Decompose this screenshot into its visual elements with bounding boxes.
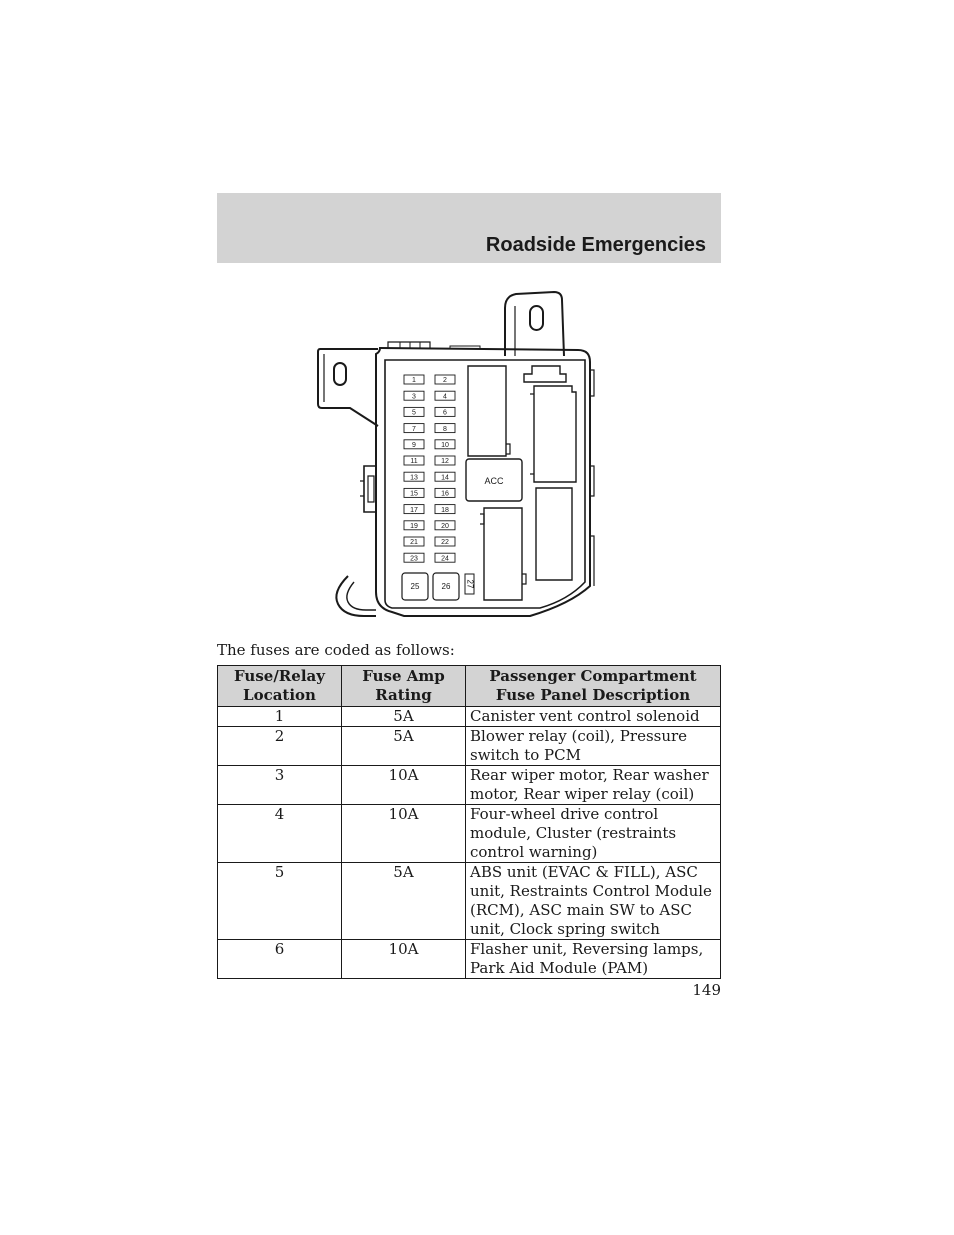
fuse-slot-12 xyxy=(435,456,455,465)
header-band xyxy=(217,193,721,263)
table-row xyxy=(218,707,721,727)
fuse-slot-label: 24 xyxy=(441,555,449,563)
cell-description: Blower relay (coil), Pressure switch to PCM xyxy=(466,727,721,766)
cell-location: 1 xyxy=(218,707,342,727)
large-fuse-26 xyxy=(433,573,459,600)
fuse-panel-diagram xyxy=(310,286,610,626)
fuse-slot-10 xyxy=(435,440,455,449)
header-location: Fuse/Relay Location xyxy=(218,666,342,707)
fuse-slot-11 xyxy=(404,456,424,465)
fuse-slot-14 xyxy=(435,472,455,481)
fuse-slot-17 xyxy=(404,505,424,514)
fuse-slot-label: 6 xyxy=(443,409,447,417)
cell-amp: 5A xyxy=(342,863,466,940)
fuse-slot-4 xyxy=(435,391,455,400)
fuse-slot-6 xyxy=(435,407,455,416)
cell-amp: 5A xyxy=(342,727,466,766)
fuse-slot-label: 12 xyxy=(441,458,449,466)
fuse-slot-label: 3 xyxy=(412,393,416,401)
fuse-27-label: 27 xyxy=(465,579,475,589)
fuse-slot-2 xyxy=(435,375,455,384)
fuse-slot-label: 20 xyxy=(441,523,449,530)
large-fuse-label: 25 xyxy=(410,582,420,591)
fuse-slot-label: 21 xyxy=(410,539,418,547)
fuse-slot-16 xyxy=(435,488,455,497)
fuse-slot-5 xyxy=(404,407,424,416)
fuse-slot-label: 22 xyxy=(441,539,449,547)
cell-amp: 10A xyxy=(342,766,466,805)
fuse-slot-label: 4 xyxy=(443,393,447,401)
fuse-slot-9 xyxy=(404,440,424,449)
fuse-slot-13 xyxy=(404,472,424,481)
cell-amp: 10A xyxy=(342,940,466,979)
page-number: 149 xyxy=(692,981,721,999)
fuse-slot-label: 1 xyxy=(412,377,416,385)
fuse-slot-20 xyxy=(435,521,455,530)
cell-description: Rear wiper motor, Rear washer motor, Rear wiper relay (coil) xyxy=(466,766,721,805)
large-fuse-25 xyxy=(402,573,428,600)
fuse-slot-label: 13 xyxy=(410,474,418,482)
fuse-table xyxy=(217,665,721,979)
fuse-slot-23 xyxy=(404,553,424,562)
cell-description: Four-wheel drive control module, Cluster (restraints control warning) xyxy=(466,805,721,863)
fuse-slot-label: 9 xyxy=(412,442,416,449)
fuse-slot-1 xyxy=(404,375,424,384)
cell-location: 3 xyxy=(218,766,342,805)
relay-acc-label: ACC xyxy=(484,476,504,486)
fuse-27 xyxy=(465,574,474,594)
fuse-slot-label: 19 xyxy=(410,523,418,530)
fuse-slot-3 xyxy=(404,391,424,400)
fuse-slot-21 xyxy=(404,537,424,546)
intro-text: The fuses are coded as follows: xyxy=(217,641,455,659)
fuse-slot-label: 17 xyxy=(410,506,418,514)
large-fuse-label: 26 xyxy=(441,582,451,591)
cell-location: 6 xyxy=(218,940,342,979)
fuse-slot-8 xyxy=(435,424,455,433)
cell-description: Flasher unit, Reversing lamps, Park Aid Module (PAM) xyxy=(466,940,721,979)
fuse-slot-label: 15 xyxy=(410,490,418,498)
table-row xyxy=(218,940,721,979)
table-row xyxy=(218,766,721,805)
table-row xyxy=(218,863,721,940)
fuse-slot-label: 5 xyxy=(412,409,416,417)
fuse-slot-label: 14 xyxy=(441,474,449,482)
fuse-slot-15 xyxy=(404,488,424,497)
fuse-slot-label: 2 xyxy=(443,377,447,385)
table-row xyxy=(218,805,721,863)
fuse-grid xyxy=(404,375,455,562)
fuse-slot-24 xyxy=(435,553,455,562)
cell-location: 4 xyxy=(218,805,342,863)
fuse-slot-label: 18 xyxy=(441,506,449,514)
fuse-slot-label: 16 xyxy=(441,490,449,498)
cell-description: ABS unit (EVAC & FILL), ASC unit, Restraints Control Module (RCM), ASC main SW to ASC unit, Clock spring switch xyxy=(466,863,721,940)
header-amp-rating: Fuse Amp Rating xyxy=(342,666,466,707)
fuse-slot-label: 10 xyxy=(441,442,449,449)
fuse-slot-19 xyxy=(404,521,424,530)
cell-location: 5 xyxy=(218,863,342,940)
cell-amp: 5A xyxy=(342,707,466,727)
table-header-row xyxy=(218,666,721,707)
table-row xyxy=(218,727,721,766)
cell-amp: 10A xyxy=(342,805,466,863)
cell-description: Canister vent control solenoid xyxy=(466,707,721,727)
fuse-slot-label: 23 xyxy=(410,555,418,563)
fuse-slot-7 xyxy=(404,424,424,433)
fuse-slot-label: 8 xyxy=(443,425,447,433)
header-description: Passenger Compartment Fuse Panel Description xyxy=(466,666,721,707)
fuse-slot-label: 7 xyxy=(412,425,416,433)
cell-location: 2 xyxy=(218,727,342,766)
fuse-slot-22 xyxy=(435,537,455,546)
section-title: Roadside Emergencies xyxy=(485,234,706,256)
fuse-slot-label: 11 xyxy=(410,458,418,466)
fuse-slot-18 xyxy=(435,505,455,514)
